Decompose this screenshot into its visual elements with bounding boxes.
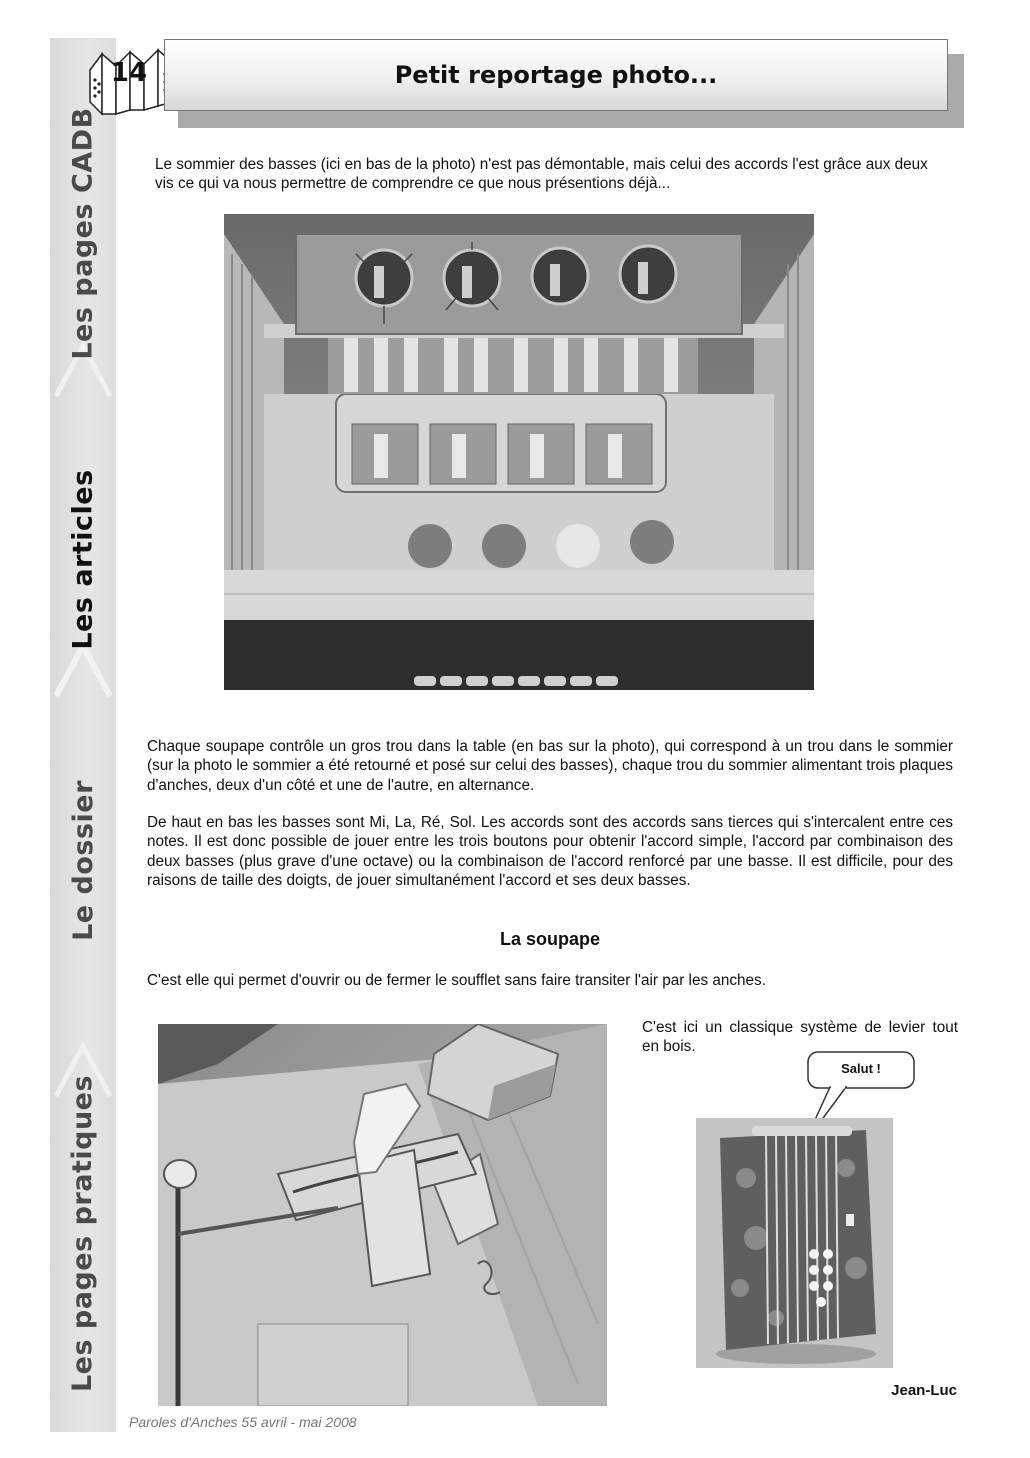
page-header [164,39,948,111]
bass-block-photo [224,214,814,690]
section-paragraph: C'est elle qui permet d'ouvrir ou de fermer le soufflet sans faire transiter l'air par les anches. [147,972,766,989]
body-paragraph-2: De haut en bas les basses sont Mi, La, Ré, Sol. Les accords sont des accords sans tierces qui s'intercalent entre ces notes. Il est donc possible de jouer entre les trois boutons pour obtenir l'accord simple, l'accord par combinaison des deux basses (plus grave d'une octave) ou la combinaison de l'accord renforcé par une basse. Il est difficile, pour des raisons de taille des doigts, de jouer simultanément l'accord et ses deux basses. [147,814,953,890]
page-footer: Paroles d'Anches 55 avril - mai 2008 [129,1414,357,1430]
page-title: Petit reportage photo... [394,61,718,89]
sidebar-section-articles[interactable]: Les articles [67,468,99,650]
accordion-photo [696,1118,893,1368]
valve-lever-photo [158,1024,607,1406]
page-number: 14 [110,58,148,88]
body-paragraph-1: Chaque soupape contrôle un gros trou dans la table (en bas sur la photo), qui correspond à un trou dans le sommier (sur la photo le sommier a été retourné et posé sur celui des basses), chaque trou du sommier alimentant trois plaques d'anches, deux d'un côté et une de l'autre, en alternance. [147,738,953,794]
sidebar-section-dossier[interactable]: Le dossier [67,779,99,941]
side-note: C'est ici un classique système de levier tout en bois. [642,1019,958,1056]
section-sidebar [50,38,116,1432]
sidebar-section-cadb[interactable]: Les pages CADB [67,106,99,360]
intro-paragraph: Le sommier des basses (ici en bas de la photo) n'est pas démontable, mais celui des accords l'est grâce aux deux vis ce qui va nous permettre de comprendre ce que nous présentions déjà... [155,156,928,193]
bubble-text: Salut ! [841,1061,881,1076]
sidebar-section-pratiques[interactable]: Les pages pratiques [67,1074,99,1392]
section-heading: La soupape [499,929,601,949]
author-signature: Jean-Luc [891,1382,957,1399]
